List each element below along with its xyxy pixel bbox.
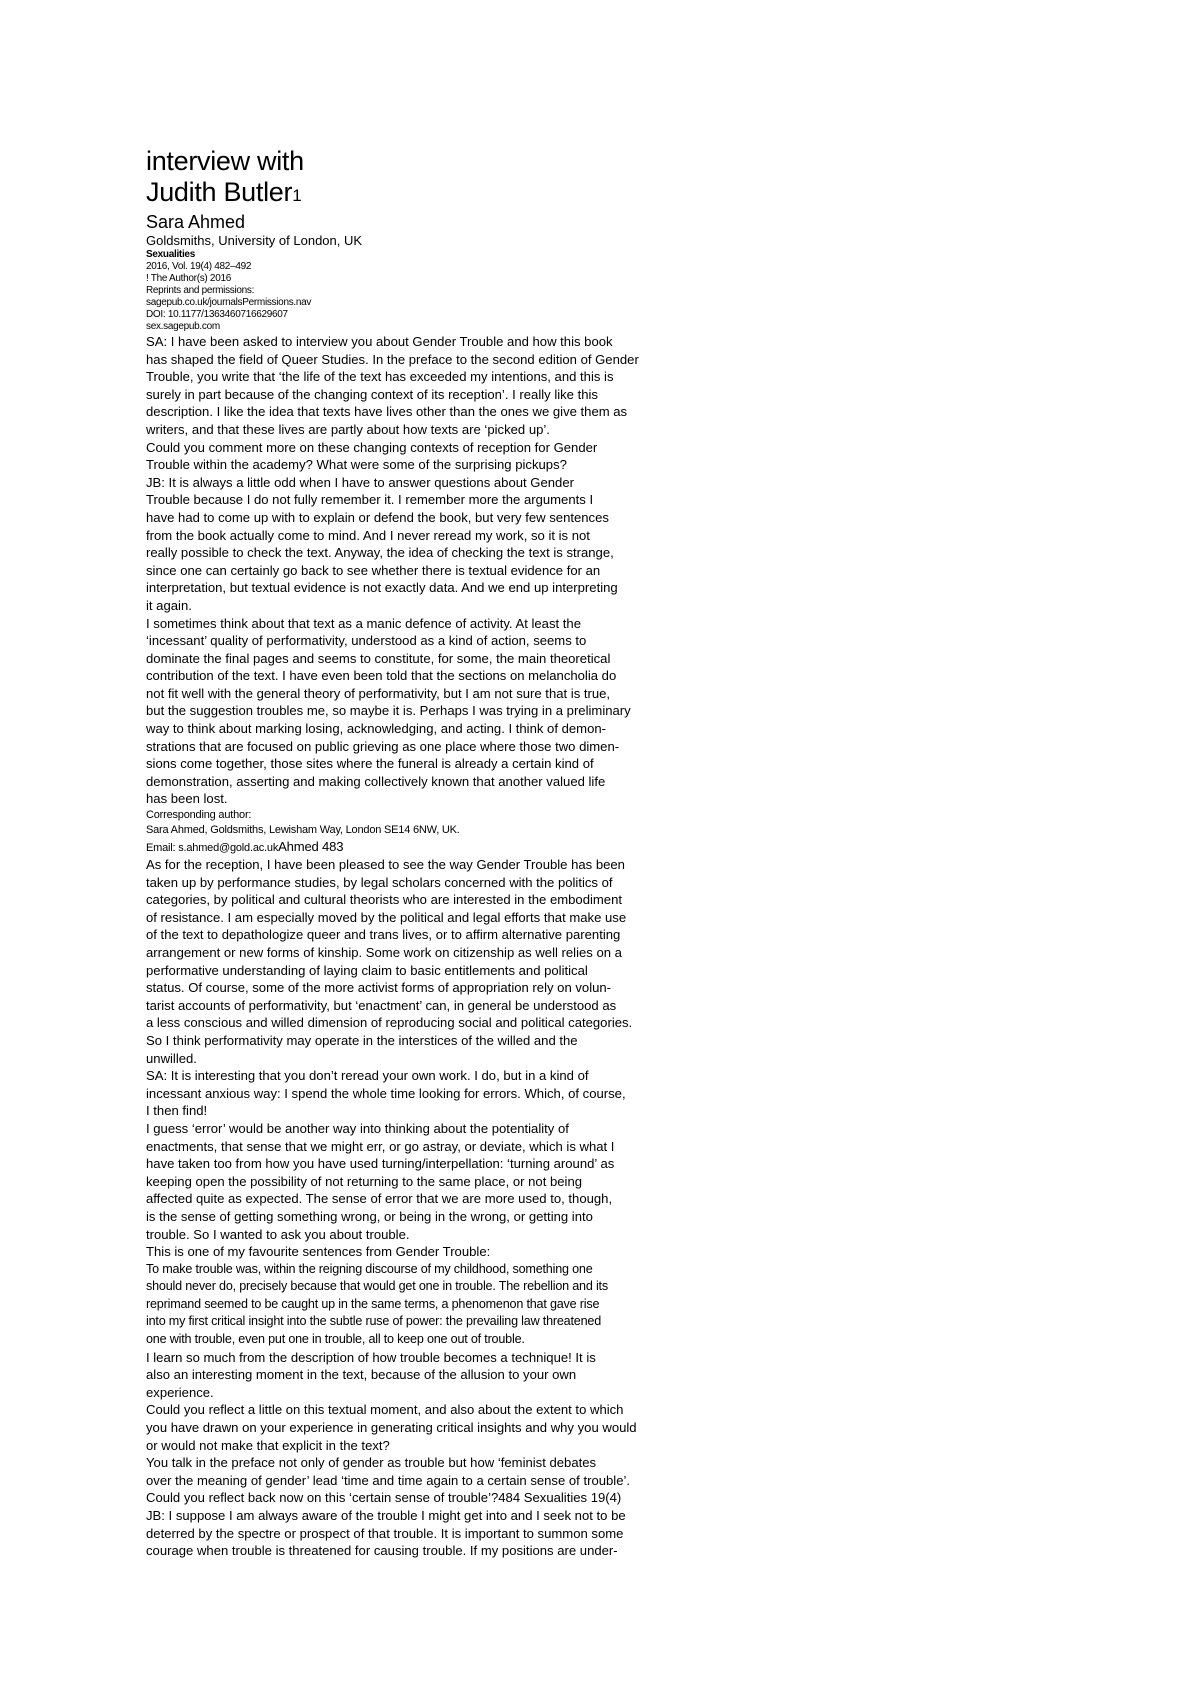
article-page: [146, 146, 756, 1560]
paragraph: SA: I have been asked to interview you about Gender Trouble and how this book has shaped the field of Queer Studies. In the preface to the second edition of Gender Trouble, you write that ‘the life of the text has exceeded my intentions, and this is surely in part because of the changing context of its reception’. I really like this description. I like the idea that texts have lives other than the ones we give them as writers, and that these lives are partly about how texts are ‘picked up’.: [146, 334, 639, 437]
paragraph: JB: I suppose I am always aware of the trouble I might get into and I seek not to be deterred by the spectre or prospect of that trouble. It is important to summon some courage when trouble is threatened for causing trouble. If my positions are under-: [146, 1508, 626, 1559]
paragraph: SA: It is interesting that you don’t reread your own work. I do, but in a kind of incessant anxious way: I spend the whole time looking for errors. Which, of course, I then find!: [146, 1068, 626, 1119]
paragraph: As for the reception, I have been pleased to see the way Gender Trouble has been taken up by performance studies, by legal scholars concerned with the politics of categories, by political and cultural theorists who are interested in the embodiment of resistance. I am especially moved by the political and legal efforts that make use of the text to depathologize queer and trans lives, or to affirm alternative parenting arrangement or new forms of kinship. Some work on citizenship as well relies on a performative understanding of laying claim to basic entitlements and political status. Of course, some of the more activist forms of appropriation rely on volun- tarist accounts of performativity, but ‘enactment’ can, in general be understood as a less conscious and willed dimension of reproducing social and political categories. So I think performativity may operate in the interstices of the willed and the unwilled.: [146, 857, 633, 1066]
title-line-1: interview with: [146, 146, 304, 176]
journal-site: sex.sagepub.com: [146, 321, 220, 332]
journal-volume: 2016, Vol. 19(4) 482–492: [146, 261, 252, 272]
correspondence-email: Email: s.ahmed@gold.ac.uk: [146, 842, 279, 855]
correspondence-address: Sara Ahmed, Goldsmiths, Lewisham Way, London SE14 6NW, UK.: [146, 824, 460, 837]
paragraph: Could you reflect a little on this textual moment, and also about the extent to which you have drawn on your experience in generating critical insights and why you would or would not make that explicit in the text?: [146, 1402, 637, 1453]
correspondence-label: Corresponding author:: [146, 809, 252, 822]
author-name: Sara Ahmed: [146, 212, 246, 232]
paragraph: You talk in the preface not only of gender as trouble but how ‘feminist debates over the meaning of gender’ lead ‘time and time again to a certain sense of trouble’. Could you reflect back now on this ‘certain sense of trouble’?484 Sexualities 19(4): [146, 1455, 631, 1506]
title-line-2: Judith Butler: [146, 177, 293, 207]
reprints-url: sagepub.co.uk/journalsPermissions.nav: [146, 297, 312, 308]
reprints-label: Reprints and permissions:: [146, 285, 255, 296]
author-affiliation: Goldsmiths, University of London, UK: [146, 233, 363, 248]
journal-name: Sexualities: [146, 249, 195, 260]
copyright-line: ! The Author(s) 2016: [146, 273, 231, 284]
correspondence-line: [146, 838, 756, 856]
doi-line: DOI: 10.1177/1363460716629607: [146, 309, 288, 320]
paragraph: I sometimes think about that text as a manic defence of activity. At least the ‘incessant’ quality of performativity, understood as a kind of action, seems to dominate the final pages and seems to constitute, for some, the main theoretical contribution of the text. I have even been told that the sections on melancholia do not fit well with the general theory of performativity, but I am not sure that is true, but the suggestion troubles me, so maybe it is. Perhaps I was trying in a preliminary way to think about marking losing, acknowledging, and acting. I think of demon- strations that are focused on public grieving as one place where those two dimen- sions come together, those sites where the funeral is already a certain kind of demonstration, asserting and making collectively known that another valued life has been lost.: [146, 615, 631, 807]
block-quote: To make trouble was, within the reigning discourse of my childhood, something one should never do, precisely because that would get one in trouble. The rebellion and its reprimand seemed to be caught up in the same terms, a phenomenon that gave rise into my first critical insight into the subtle ruse of power: the prevailing law threatened one with trouble, even put one in trouble, all to keep one out of trouble.: [146, 1261, 608, 1347]
paragraph: I guess ‘error’ would be another way into thinking about the potentiality of enactments, that sense that we might err, or go astray, or deviate, which is what I have taken too from how you have used turning/interpellation: ‘turning around’ as keeping open the possibility of not returning to the same place, or not being affected quite as expected. The sense of error that we are more used to, though, is the sense of getting something wrong, or being in the wrong, or getting into trouble. So I wanted to ask you about trouble.: [146, 1120, 615, 1242]
paragraph: Could you comment more on these changing contexts of reception for Gender Trouble within the academy? What were some of the surprising pickups?: [146, 439, 598, 473]
running-header: Ahmed 483: [278, 839, 344, 855]
article-title: [146, 146, 756, 211]
paragraph: JB: It is always a little odd when I have to answer questions about Gender Trouble because I do not fully remember it. I remember more the arguments I have had to come up with to explain or defend the book, but very few sentences from the book actually come to mind. And I never reread my work, so it is not really possible to check the text. Anyway, the idea of checking the text is strange, since one can certainly go back to see whether there is textual evidence for an interpretation, but textual evidence is not exactly data. And we end up interpreting it again.: [146, 474, 618, 613]
footnote-mark: 1: [292, 186, 302, 205]
paragraph: This is one of my favourite sentences from Gender Trouble:: [146, 1244, 491, 1260]
paragraph: I learn so much from the description of how trouble becomes a technique! It is also an interesting moment in the text, because of the allusion to your own experience.: [146, 1349, 596, 1400]
